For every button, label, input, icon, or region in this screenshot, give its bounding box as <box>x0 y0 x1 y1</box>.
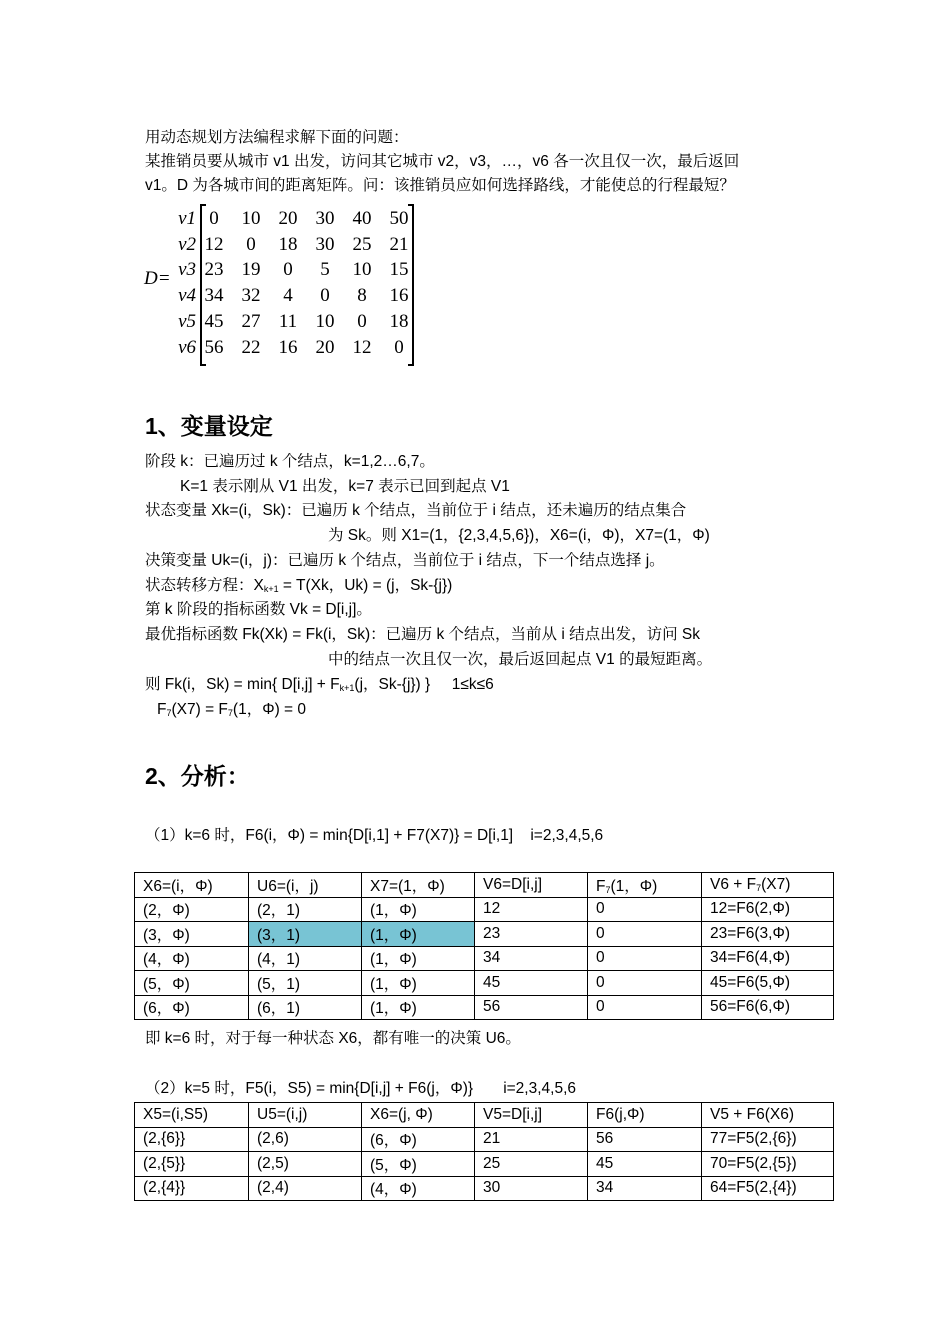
table-header-cell: U5=(i,j) <box>249 1103 362 1128</box>
table-cell: (1，Φ) <box>362 946 475 971</box>
table-header-cell: X7=(1，Φ) <box>362 873 475 898</box>
table-cell: (6，Φ) <box>362 1127 475 1152</box>
table-cell: 23 <box>475 922 588 947</box>
matrix-cell: 16 <box>278 336 298 358</box>
table-cell: (1，Φ) <box>362 995 475 1020</box>
matrix-cell: 45 <box>204 310 224 332</box>
table-cell: (4，1) <box>249 946 362 971</box>
index-function: 第 k 阶段的指标函数 Vk = D[i,j]。 <box>145 601 372 618</box>
table-cell: (2,{4}} <box>135 1176 249 1201</box>
table-header-cell: X5=(i,S5) <box>135 1103 249 1128</box>
table-header-cell: F6(j,Φ) <box>588 1103 702 1128</box>
intro-line-1: 用动态规划方法编程求解下面的问题： <box>145 129 409 146</box>
table-cell: 64=F5(2,{4}) <box>702 1176 834 1201</box>
table-cell: (3，1) <box>249 922 362 947</box>
matrix-cell: 19 <box>241 259 261 281</box>
matrix-cell: 0 <box>320 285 330 307</box>
table-row <box>135 1127 834 1152</box>
table-cell: (2,4) <box>249 1176 362 1201</box>
table-cell: (5，Φ) <box>362 1152 475 1177</box>
matrix-cell: 12 <box>204 233 224 255</box>
step2-text: （2）k=5 时，F5(i，S5) = min{D[i,j] + F6(j，Φ)} i=2,3,4,5,6 <box>145 1080 577 1097</box>
section1-title: 1、变量设定 <box>145 413 273 439</box>
table-cell: (4，Φ) <box>135 946 249 971</box>
matrix-cell: 25 <box>352 233 372 255</box>
section2-title: 2、分析： <box>145 763 250 789</box>
table-row <box>135 897 834 922</box>
table-cell: (2，1) <box>249 897 362 922</box>
matrix-cell: 0 <box>209 208 219 229</box>
matrix-label: D= <box>144 268 171 289</box>
table-cell: 34=F6(4,Φ) <box>702 946 834 971</box>
base-case: $F_7(X7) = F_7(1$，Φ) = 0 <box>157 701 307 718</box>
state-variable-a: 状态变量 Xk=(i，Sk)：已遍历 k 个结点，当前位于 i 结点，还未遍历的结点集合 <box>145 502 687 519</box>
table-cell: 0 <box>588 946 702 971</box>
table-cell: 23=F6(3,Φ) <box>702 922 834 947</box>
step1-text: （1）k=6 时，F6(i，Φ) = min{D[i,1] + F7(X7)} = D[i,1] i=2,3,4,5,6 <box>145 827 604 844</box>
stage-note: K=1 表示刚从 V1 出发，k=7 表示已回到起点 V1 <box>180 478 510 495</box>
table-cell: (5，Φ) <box>135 971 249 996</box>
table-header-cell: X6=(j, Φ) <box>362 1103 475 1128</box>
table-row <box>135 995 834 1020</box>
matrix-cell: 0 <box>357 310 367 332</box>
matrix-cell: 5 <box>320 259 330 281</box>
table-cell: 77=F5(2,{6}) <box>702 1127 834 1152</box>
table-cell: (2,5) <box>249 1152 362 1177</box>
table-cell: 70=F5(2,{5}) <box>702 1152 834 1177</box>
table-k5 <box>134 1102 834 1201</box>
table-cell: (2,6) <box>249 1127 362 1152</box>
table-header-cell: X6=(i，Φ) <box>135 873 249 898</box>
matrix-cell: 16 <box>389 285 409 307</box>
table-cell: (2，Φ) <box>135 897 249 922</box>
table-header-cell: $V6 + F_7(X7)$ <box>702 873 834 898</box>
table-cell: (3，Φ) <box>135 922 249 947</box>
table-cell: (2,{6}} <box>135 1127 249 1152</box>
table-row <box>135 1176 834 1201</box>
matrix-cell: 30 <box>315 233 335 255</box>
table-row <box>135 946 834 971</box>
matrix-row-label: v2 <box>178 233 196 255</box>
table-cell: 45=F6(5,Φ) <box>702 971 834 996</box>
table-cell: (1，Φ) <box>362 971 475 996</box>
matrix-cell: 12 <box>352 336 372 358</box>
matrix-cell: 0 <box>246 233 256 255</box>
matrix-cell: 20 <box>315 336 335 358</box>
table-cell: 56 <box>475 995 588 1020</box>
table-cell: (2,{5}} <box>135 1152 249 1177</box>
table-cell: 25 <box>475 1152 588 1177</box>
table-header-cell: V6=D[i,j] <box>475 873 588 898</box>
table-header-row <box>135 873 834 898</box>
optimal-function-a: 最优指标函数 Fk(Xk) = Fk(i，Sk)：已遍历 k 个结点，当前从 i 结点出发，访问 Sk <box>145 626 700 643</box>
matrix-row-label: v1 <box>178 208 196 229</box>
table-cell: (4，Φ) <box>362 1176 475 1201</box>
matrix-cell: 23 <box>204 259 224 281</box>
matrix-cell: 15 <box>389 259 409 281</box>
matrix-cell: 56 <box>204 336 224 358</box>
table-header-cell: U6=(i，j) <box>249 873 362 898</box>
matrix-cell: 10 <box>241 208 261 229</box>
transition-equation: 状态转移方程：$X_{k+1} = T(Xk$，Uk) = (j，Sk-{j}) <box>145 577 453 594</box>
table-cell: 45 <box>588 1152 702 1177</box>
recurrence: 则 Fk(i，Sk) = min{ $D[i,j] + F_{k+1}(j$，Sk-{j}) } 1≤k≤6 <box>145 676 494 693</box>
intro-line-3: v1。D 为各城市间的距离矩阵。问：该推销员应如何选择路线，才能使总的行程最短？ <box>145 177 735 194</box>
table-cell: 34 <box>588 1176 702 1201</box>
matrix-cell: 0 <box>394 336 404 358</box>
matrix-cell: 30 <box>315 208 335 229</box>
table-cell: 12=F6(2,Φ) <box>702 897 834 922</box>
matrix-cell: 27 <box>241 310 261 332</box>
table-cell: (6，1) <box>249 995 362 1020</box>
table-header-row <box>135 1103 834 1128</box>
table-cell: (1，Φ) <box>362 922 475 947</box>
table-cell: 45 <box>475 971 588 996</box>
matrix-row-label: v5 <box>178 310 196 332</box>
matrix-cell: 8 <box>357 285 367 307</box>
matrix-cell: 22 <box>241 336 261 358</box>
table-header-cell: V5=D[i,j] <box>475 1103 588 1128</box>
table-row <box>135 971 834 996</box>
table-cell: 56=F6(6,Φ) <box>702 995 834 1020</box>
table-row <box>135 1152 834 1177</box>
table-cell: 21 <box>475 1127 588 1152</box>
matrix-cell: 18 <box>278 233 298 255</box>
table-cell: (5，1) <box>249 971 362 996</box>
table-cell: 56 <box>588 1127 702 1152</box>
matrix-row-label: v6 <box>178 336 196 358</box>
matrix-cell: 32 <box>241 285 261 307</box>
matrix-cell: 18 <box>389 310 409 332</box>
table-k6 <box>134 872 834 1020</box>
table-cell: 34 <box>475 946 588 971</box>
matrix-row-label: v4 <box>178 285 196 307</box>
state-variable-b: 为 Sk。则 X1=(1，{2,3,4,5,6})，X6=(i，Φ)，X7=(1，Φ) <box>328 527 710 544</box>
matrix-cell: 11 <box>278 310 298 332</box>
matrix-cell: 0 <box>283 259 293 281</box>
intro-line-2: 某推销员要从城市 v1 出发，访问其它城市 v2，v3，…，v6 各一次且仅一次，最后返回 <box>145 153 740 170</box>
table-cell: (6，Φ) <box>135 995 249 1020</box>
matrix-cell: 21 <box>389 233 409 255</box>
decision-variable: 决策变量 Uk=(i，j)：已遍历 k 个结点，当前位于 i 结点，下一个结点选择 j。 <box>145 552 665 569</box>
matrix-cell: 4 <box>283 285 293 307</box>
matrix-cell: 34 <box>204 285 224 307</box>
table-cell: (1，Φ) <box>362 897 475 922</box>
matrix-cell: 40 <box>352 208 372 229</box>
table-cell: 12 <box>475 897 588 922</box>
stage-text: 阶段 k：已遍历过 k 个结点，k=1,2…6,7。 <box>145 453 435 470</box>
matrix-cell: 20 <box>278 208 298 229</box>
table-cell: 0 <box>588 922 702 947</box>
matrix-row-label: v3 <box>178 259 196 281</box>
matrix-cell: 50 <box>389 208 409 229</box>
matrix-cell: 10 <box>315 310 335 332</box>
optimal-function-b: 中的结点一次且仅一次，最后返回起点 V1 的最短距离。 <box>328 651 713 668</box>
table-cell: 0 <box>588 971 702 996</box>
table-row <box>135 922 834 947</box>
table-cell: 0 <box>588 995 702 1020</box>
note-k6: 即 k=6 时，对于每一种状态 X6，都有唯一的决策 U6。 <box>145 1030 521 1047</box>
table-header-cell: $F_7(1$，Φ) <box>588 873 702 898</box>
matrix-cell: 10 <box>352 259 372 281</box>
table-cell: 30 <box>475 1176 588 1201</box>
table-cell: 0 <box>588 897 702 922</box>
table-header-cell: V5 + F6(X6) <box>702 1103 834 1128</box>
